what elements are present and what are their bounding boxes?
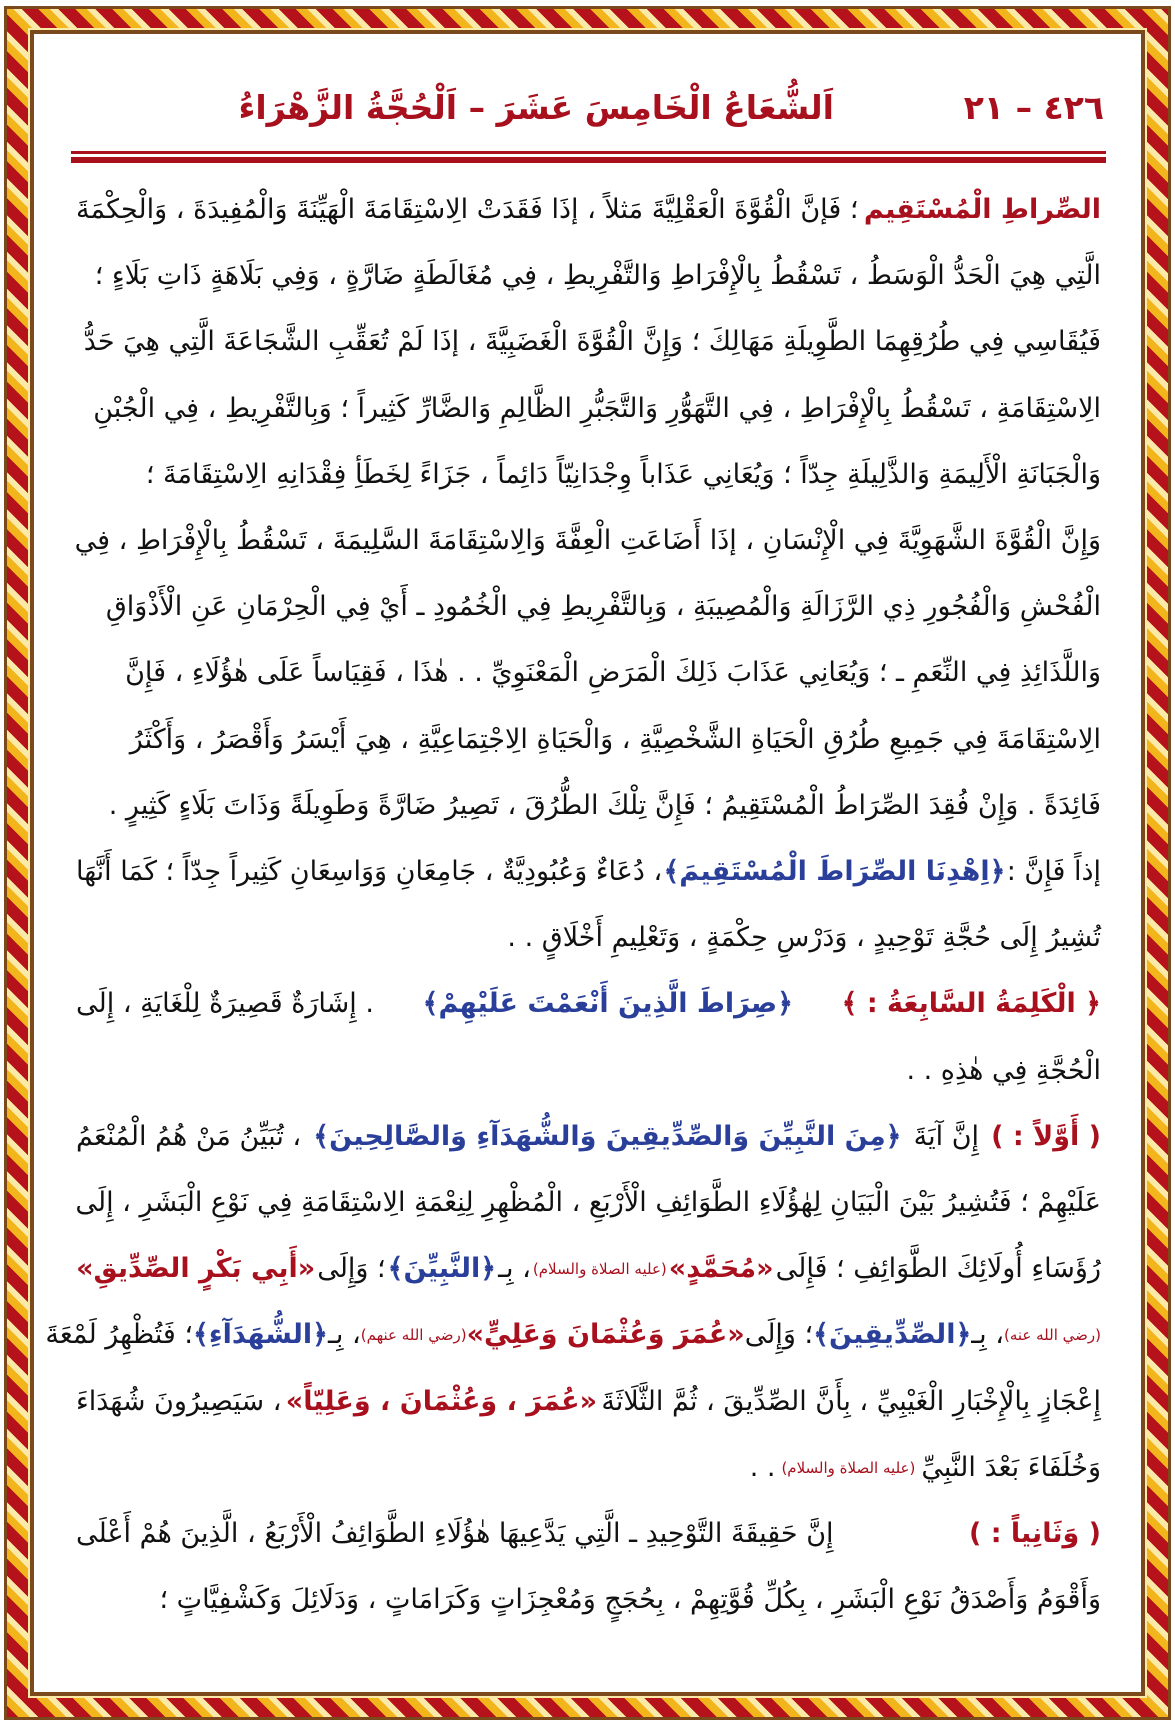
honorific-seal: (رضي الله عنهم) [360,1326,467,1345]
text-line [76,1504,1101,1564]
text-line [76,1173,1101,1233]
text-segment: عَلَيْهِمْ ؛ فَتُشِيرُ بَيْنَ الْبَيَانِ لِهٰؤُلَاءِ الطَّوَائِفِ الْأَرْبَعِ ، الْمُظْهِرِ لِنِعْمَةِ الِاسْتِقَامَةِ فِي نَوْعِ الْبَشَرِ ، إِلَى [75,1187,1101,1218]
text-line [45,1305,1101,1365]
page-header [71,88,1104,138]
text-line [76,312,1101,372]
quran-quote: ﴿النَّبِيِّنَ﴾ [387,1253,497,1285]
highlighted-text: «مُحَمَّدٍ» [668,1253,774,1285]
text-line [76,1239,1101,1299]
quran-quote: ﴿صِرَاطَ الَّذِينَ أَنْعَمْتَ عَلَيْهِمْ﴾ [422,988,793,1020]
text-segment: ، بِـ [498,1253,531,1285]
text-line [76,908,1101,968]
quran-quote: ﴿الشُّهَدَآءِ﴾ [193,1319,328,1351]
text-line [76,776,1101,836]
text-segment: فَائِدَةً . وَإِنْ فُقِدَ الصِّرَاطُ الْمُسْتَقِيمُ ؛ فَإِنَّ تِلْكَ الطُّرُقَ ، تَصِيرُ ضَارَّةً وَطَوِيلَةً وَذَاتَ بَلَاءٍ كَثِيرٍ . [108,789,1101,821]
text-segment: . . [749,1451,776,1483]
quran-quote: ﴿مِنَ النَّبِيِّنَ وَالصِّدِّيقِينَ وَالشُّهَدَآءِ وَالصَّالِحِينَ﴾ [313,1120,902,1152]
text-segment: الْفُحْشِ وَالْفُجُورِ ذِي الرَّزَالَةِ وَالْمُصِيبَةِ ، وَبِالتَّفْرِيطِ فِي الْخُمُودِ ـ أَيْ فِي الْحِرْمَانِ عَنِ الْأَذْوَاقِ [105,591,1101,623]
text-segment: ، بِـ [971,1319,1004,1351]
quran-quote: ﴿الصِّدِّيقِينَ﴾ [813,1319,972,1351]
text-line [76,1438,1101,1498]
highlighted-text: الصِّراطِ الْمُسْتَقِيم [863,194,1101,225]
text-segment: وَخُلَفَاءَ بَعْدَ النَّبِيِّ [921,1451,1101,1483]
text-segment: الِاسْتِقَامَةَ فِي جَمِيعِ طُرُقِ الْحَيَاةِ الشَّخْصِيَّةِ ، وَالْحَيَاةِ الِاجْتِمَاعِيَّةِ ، هِيَ أَيْسَرُ وَأَقْصَرُ ، وَأَكْثَرُ [129,723,1101,755]
text-line [76,577,1101,637]
honorific-seal: (عليه الصلاة والسلام) [781,1458,916,1477]
text-segment: . إِشَارَةٌ قَصِيرَةٌ لِلْغَايَةِ ، إِلَى [76,988,374,1020]
highlighted-text: ( أَوَّلاً : ) [991,1120,1101,1152]
highlighted-text: ( وَثَانِياً : ) [968,1518,1101,1549]
text-segment: ؛ وَإِلَى [744,1319,814,1351]
text-line [76,1041,1101,1101]
text-segment: إِنَّ آيَةَ [913,1120,980,1152]
quran-quote: ﴿اِهْدِنَا الصِّرَاطَ الْمُسْتَقِيمَ﴾ [663,856,1006,887]
text-line [76,379,1101,439]
text-line [76,246,1101,306]
highlighted-text: «أَبِي بَكْرٍ الصِّدِّيقِ» [76,1253,316,1285]
text-line [76,710,1101,770]
highlighted-text: «عُمَرَ ، وَعُثْمَانَ ، وَعَلِيّاً» [285,1385,598,1417]
text-segment: ؛ فَإنَّ الْقُوَّةَ الْعَقْلِيَّةَ مَثلاً ، إذَا فَقَدَتْ الِاسْتِقَامَةَ الْهَيِّنَةَ وَالْمُفِيدَةَ ، وَالْحِكْمَةَ [76,194,859,225]
page-number: ٤٢٦ – ٢١ [963,88,1104,127]
text-segment: الِاسْتِقَامَةِ ، تَسْقُطُ بِالْإِفْرَاطِ ، فِي التَّهَوُّرِ وَالتَّجَبُّرِ الظَّالِمِ وَالضَّارِّ كَثِيراً ؛ وَبِالتَّفْرِيطِ ، فِي الْجُبْنِ [93,392,1101,424]
text-segment: ، تُبَيِّنُ مَنْ هُمُ الْمُنْعَمُ [76,1120,302,1152]
text-line [76,445,1101,505]
text-line [76,180,1101,240]
page-title: اَلشُّعَاعُ الْخَامِسَ عَشَرَ – اَلْحُجَّةُ الزَّهْرَاءُ [238,88,834,127]
text-segment: ؛ وَإِلَى [317,1253,386,1285]
honorific-seal: (عليه الصلاة والسلام) [532,1260,667,1279]
text-line [76,1107,1101,1167]
text-line [76,511,1101,571]
header-divider-thin [71,151,1106,154]
text-line [76,643,1101,703]
text-line [76,974,1101,1034]
honorific-seal: (رضي الله عنه) [1004,1326,1101,1345]
text-segment: إذاً فَإِنَّ : [1006,856,1101,887]
text-segment: ؛ فَتُظْهِرُ لَمْعَةَ [45,1319,193,1351]
text-segment: ، بِـ [328,1319,361,1351]
text-line [76,1570,1101,1630]
text-segment: الْحُجَّةِ فِي هٰذِهِ . . [906,1054,1101,1086]
highlighted-text: ﴿ الْكَلِمَةُ السَّابِعَةُ : ﴾ [841,988,1101,1020]
text-line [76,1372,1101,1432]
text-segment: الَّتِي هِيَ الْحَدُّ الْوَسَطُ ، تَسْقُطُ بِالْإِفْرَاطِ وَالتَّفْرِيطِ ، فِي مُغَالَطَةٍ ضَارَّةٍ ، وَفِي بَلَاهَةٍ ذَاتِ بَلَاءٍ ؛ [94,260,1101,292]
text-segment: وَأَقْوَمُ وَأَصْدَقُ نَوْعِ الْبَشَرِ ، بِكُلِّ قُوَّتِهِمْ ، بِحُجَجٍ وَمُعْجِزَاتٍ وَكَرَامَاتٍ ، وَدَلَائِلَ وَكَشْفِيَّاتٍ ؛ [159,1584,1101,1616]
text-segment: إِعْجَازٍ بِالْإِخْبَارِ الْغَيْبِيِّ ، بِأَنَّ الصِّدِّيقَ ، ثُمَّ الثَّلَاثَةَ [601,1385,1101,1417]
text-segment: تُشِيرُ إِلَى حُجَّةِ تَوْحِيدٍ ، وَدَرْسِ حِكْمَةٍ ، وَتَعْلِيمِ أَخْلَاقٍ . . [507,922,1101,954]
text-segment: وَالْجَبَانَةِ الْأَلِيمَةِ وَالذَّلِيلَةِ جِدّاً ؛ وَيُعَانِي عَذَاباً وِجْدَانِيّاً دَائِماً ، جَزَاءً لِخَطَأِ فِقْدَانِهِ الِاسْتِقَامَةَ ؛ [145,458,1101,490]
text-segment: فَيُقَاسِي فِي طُرُقِهِمَا الطَّوِيلَةِ مَهَالِكَ ؛ وَإِنَّ الْقُوَّةَ الْغَضَبِيَّةَ ، إذَا لَمْ تُعَقِّبِ الشَّجَاعَةَ الَّتِي هِيَ حَدُّ [83,326,1101,358]
header-divider-thick [71,157,1106,163]
text-segment: وَإِنَّ الْقُوَّةَ الشَّهَوِيَّةَ فِي الْإِنْسَانِ ، إذَا أَضَاعَتِ الْعِفَّةَ وَالِاسْتِقَامَةَ السَّلِيمَةَ ، تَسْقُطُ بِالْإِفْرَاطِ ، فِي [74,525,1101,556]
text-segment: ، دُعَاءٌ وَعُبُودِيَّةٌ ، جَامِعَانِ وَوَاسِعَانِ كَثِيراً جِدّاً ؛ كَمَا أَنَّهَا [76,856,663,887]
text-segment: إِنَّ حَقِيقَةَ التَّوْحِيدِ ـ الَّتِي يَدَّعِيهَا هٰؤُلَاءِ الطَّوَائِفُ الْأَرْبَعُ ، الَّذِينَ هُمْ أَعْلَى [76,1518,834,1549]
highlighted-text: «عُمَرَ وَعُثْمَانَ وَعَلِيٍّ» [466,1319,745,1351]
text-segment: رُؤَسَاءِ أُولَائِكَ الطَّوَائِفِ ؛ فَإِلَى [775,1253,1101,1285]
text-segment: ، سَيَصِيرُونَ شُهَدَاءَ [76,1385,282,1417]
text-segment: وَاللَّذَائِذِ فِي النِّعَمِ ـ ؛ وَيُعَانِي عَذَابَ ذَلِكَ الْمَرَضِ الْمَعْنَوِيِّ . . هٰذَا ، فَقِيَاساً عَلَى هٰؤُلَاءِ ، فَإِنَّ [125,657,1101,689]
text-line [76,842,1101,902]
